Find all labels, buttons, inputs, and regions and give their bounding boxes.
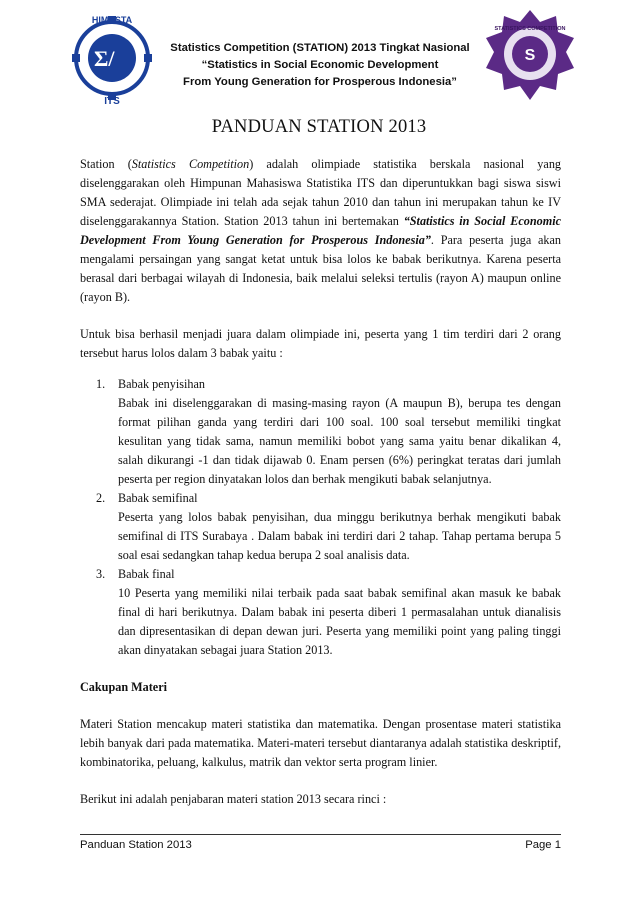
list-item-title: Babak semifinal <box>118 491 198 505</box>
logo-right-text: STATISTICS COMPETITION <box>494 26 566 32</box>
list-item-text: 10 Peserta yang memiliki nilai terbaik pada saat babak semifinal akan masuk ke babak final di hari berikutnya. Dalam babak ini peserta diberi 1 permasalahan untuk dianalisis dan dipresentasikan di depan dewan juri. Peserta yang memiliki point yang paling tinggi akan dinyatakan sebagai juara Station 2013. <box>118 586 561 657</box>
list-item-text: Babak ini diselenggarakan di masing-masing rayon (A maupun B), berupa tes dengan format pilihan ganda yang terdiri dari 100 soal. 100 soal tersebut memiliki tingkat kesulitan yang tidak sama, namun memiliki bobot yang sama yaitu benar dikalikan 4, salah dikurangi -1 dan tidak dijawab 0. Enam persen (6%) peringkat teratas dari jumlah peserta per region dinyatakan lolos dan berhak mengikuti babak selanjutnya. <box>118 396 561 486</box>
list-item-text: Peserta yang lolos babak penyisihan, dua minggu berikutnya berhak mengikuti babak semifinal di ITS Surabaya . Dalam babak ini terdiri dari 2 tahap. Tahap pertama berupa 5 soal esai sedangkan tahap kedua berupa 2 soal analisis data. <box>118 510 561 562</box>
logo-left-top-text: HIMASTA <box>91 15 133 25</box>
svg-text:S: S <box>524 47 536 64</box>
list-number: 1. <box>96 377 106 391</box>
list-item <box>80 375 561 489</box>
list-item <box>80 489 561 565</box>
intro-paragraph: Station (Statistics Competition) adalah olimpiade statistika berskala nasional yang diselenggarakan oleh Himpunan Mahasiswa Statistika ITS dan diperuntukkan bagi siswa siswi SMA sederajat. Olimpiade ini telah ada sejak tahun 2010 dan tahun ini merupakan tahun ke IV diselenggarakannya Station. Station 2013 tahun ini bertemakan “Statistics in Social Economic Development From Young Generation for Prosperous Indonesia”. Para peserta juga akan mengalami persaingan yang sangat ketat untuk bisa lolos ke babak berikutnya. Karena peserta berasal dari berbagai wilayah di Indonesia, baik melalui seleksi tertulis (rayon A) maupun online (rayon B). <box>80 157 562 304</box>
details-intro-paragraph: Berikut ini adalah penjabaran materi station 2013 secara rinci : <box>80 792 387 806</box>
list-item-title: Babak final <box>118 567 175 581</box>
page-number: Page 1 <box>525 839 561 851</box>
himasta-logo <box>72 12 152 106</box>
footer-divider <box>80 834 561 835</box>
rounds-intro-paragraph: Untuk bisa berhasil menjadi juara dalam olimpiade ini, peserta yang 1 tim terdiri dari 2 orang tersebut harus lolos dalam 3 babak yaitu : <box>80 327 561 360</box>
footer-title: Panduan Station 2013 <box>80 839 192 851</box>
section-heading: Cakupan Materi <box>80 680 168 694</box>
header-line-2: “Statistics in Social Economic Development <box>201 59 439 71</box>
station-logo <box>484 8 576 104</box>
logo-left-bottom-text: ITS <box>104 96 120 106</box>
header-line-3: From Young Generation for Prosperous Indonesia” <box>183 76 457 88</box>
list-number: 3. <box>96 567 106 581</box>
document-header <box>150 40 490 91</box>
list-item <box>80 565 561 660</box>
document-title: PANDUAN STATION 2013 <box>211 117 427 137</box>
list-number: 2. <box>96 491 106 505</box>
document-body <box>80 155 561 827</box>
header-line-1: Statistics Competition (STATION) 2013 Tingkat Nasional <box>170 42 470 54</box>
svg-text:Σ/: Σ/ <box>94 46 115 71</box>
list-item-title: Babak penyisihan <box>118 377 205 391</box>
rounds-list <box>80 375 561 660</box>
material-paragraph: Materi Station mencakup materi statistika dan matematika. Dengan prosentase materi statistika lebih banyak dari pada matematika. Materi-materi tersebut diantaranya adalah statistika deskriptif, kombinatorika, peluang, kalkulus, matrik dan vektor serta program linier. <box>80 717 561 769</box>
